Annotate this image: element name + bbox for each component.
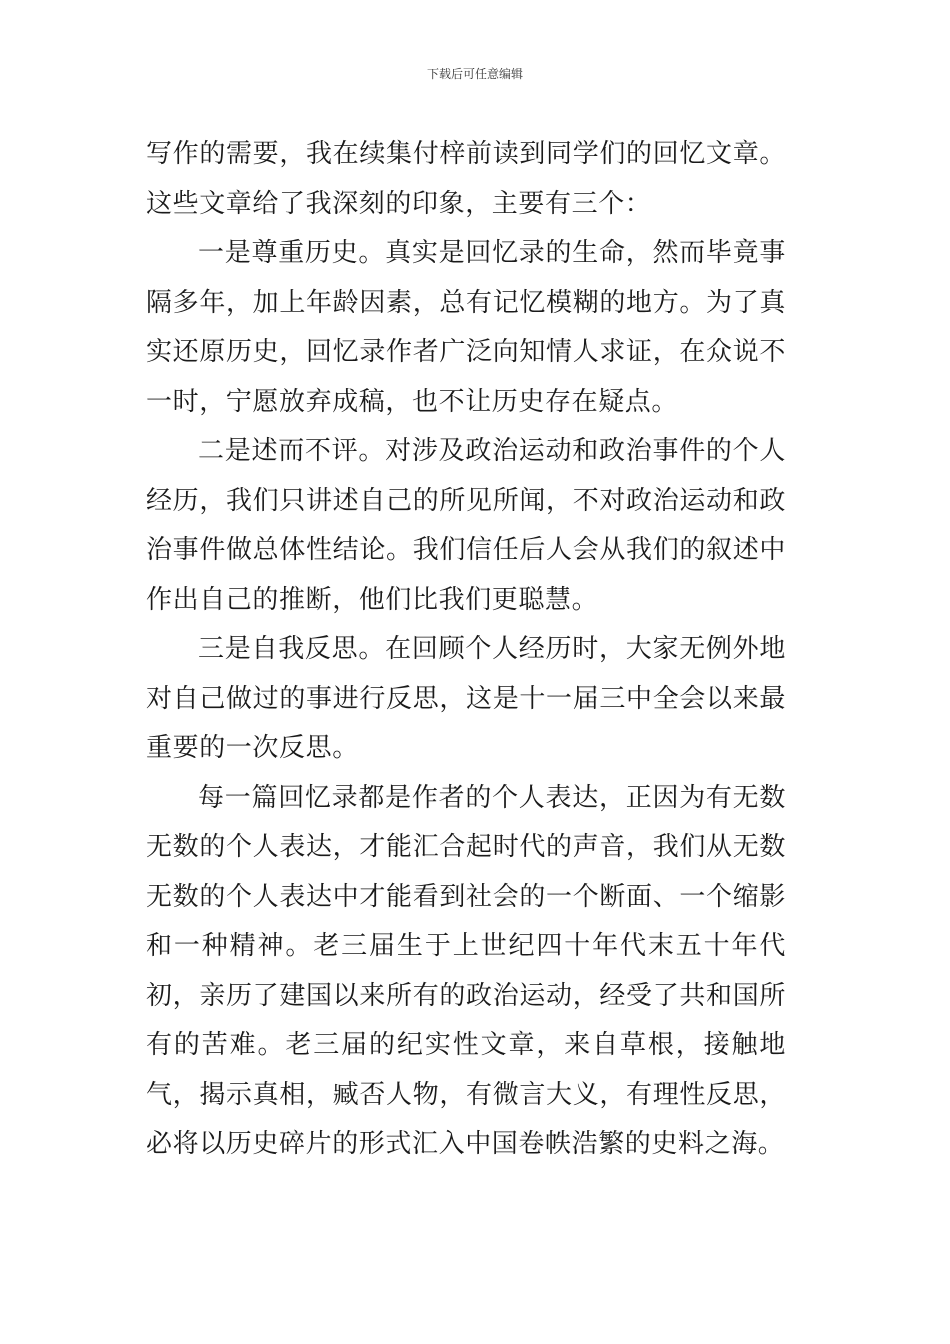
paragraph-personal-expression: 每一篇回忆录都是作者的个人表达，正因为有无数无数的个人表达，才能汇合起时代的声音，我们从无数无数的个人表达中才能看到社会的一个断面、一个缩影和一种精神。老三届生于上世纪四十年代末五十年代初，亲历了建国以来所有的政治运动，经受了共和国所有的苦难。老三届的纪实性文章，来自草根，接触地气，揭示真相，臧否人物，有微言大义，有理性反思，必将以历史碎片的形式汇入中国卷帙浩繁的史料之海。	[146, 782, 786, 1159]
page-header-note: 下载后可任意编辑	[426, 67, 523, 81]
paragraph-self-reflection: 三是自我反思。在回顾个人经历时，大家无例外地对自己做过的事进行反思，这是十一届三中全会以来最重要的一次反思。	[146, 634, 786, 763]
document-body	[146, 130, 786, 1170]
paragraph-respect-history: 一是尊重历史。真实是回忆录的生命，然而毕竟事隔多年，加上年龄因素，总有记忆模糊的地方。为了真实还原历史，回忆录作者广泛向知情人求证，在众说不一时，宁愿放弃成稿，也不让历史存在疑点。	[146, 238, 786, 417]
paragraph-continuation: 写作的需要，我在续集付梓前读到同学们的回忆文章。这些文章给了我深刻的印象，主要有三个：	[146, 139, 786, 219]
paragraph-narrate-not-judge: 二是述而不评。对涉及政治运动和政治事件的个人经历，我们只讲述自己的所见所闻，不对政治运动和政治事件做总体性结论。我们信任后人会从我们的叙述中作出自己的推断，他们比我们更聪慧。	[146, 436, 786, 615]
